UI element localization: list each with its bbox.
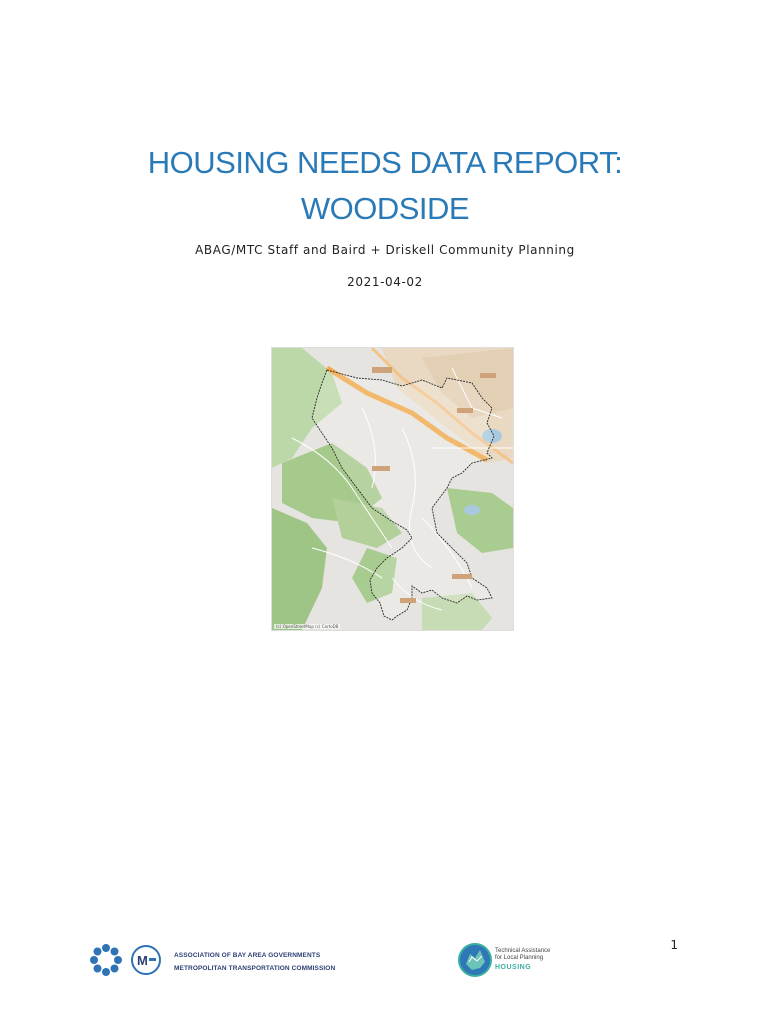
woodside-map	[271, 347, 514, 631]
report-authors: ABAG/MTC Staff and Baird + Driskell Community Planning	[195, 243, 575, 257]
map-graphic	[272, 348, 513, 630]
housing-ta-emblem	[458, 940, 494, 980]
housing-ta-wordmark	[495, 948, 550, 962]
abag-mtc-wordmark	[174, 949, 335, 975]
housing-ta-logo	[458, 940, 568, 980]
report-title-line-1: HOUSING NEEDS DATA REPORT:	[147, 145, 623, 180]
mtc-name: METROPOLITAN TRANSPORTATION COMMISSION	[174, 965, 336, 972]
page-number: 1	[670, 938, 678, 952]
map-attribution: (c) OpenStreetMap (c) CartoDB	[276, 624, 339, 629]
housing-label: HOUSING	[495, 964, 532, 971]
report-date: 2021-04-02	[347, 275, 423, 289]
ta-line-1: Technical Assistance	[495, 948, 551, 954]
report-title-line-2: WOODSIDE	[300, 191, 470, 226]
ta-line-2: for Local Planning	[495, 955, 544, 961]
abag-mtc-emblem	[88, 938, 168, 982]
abag-name: ASSOCIATION OF BAY AREA GOVERNMENTS	[174, 952, 321, 959]
svg-text:M: M	[137, 953, 148, 968]
abag-mtc-logo	[88, 938, 336, 982]
